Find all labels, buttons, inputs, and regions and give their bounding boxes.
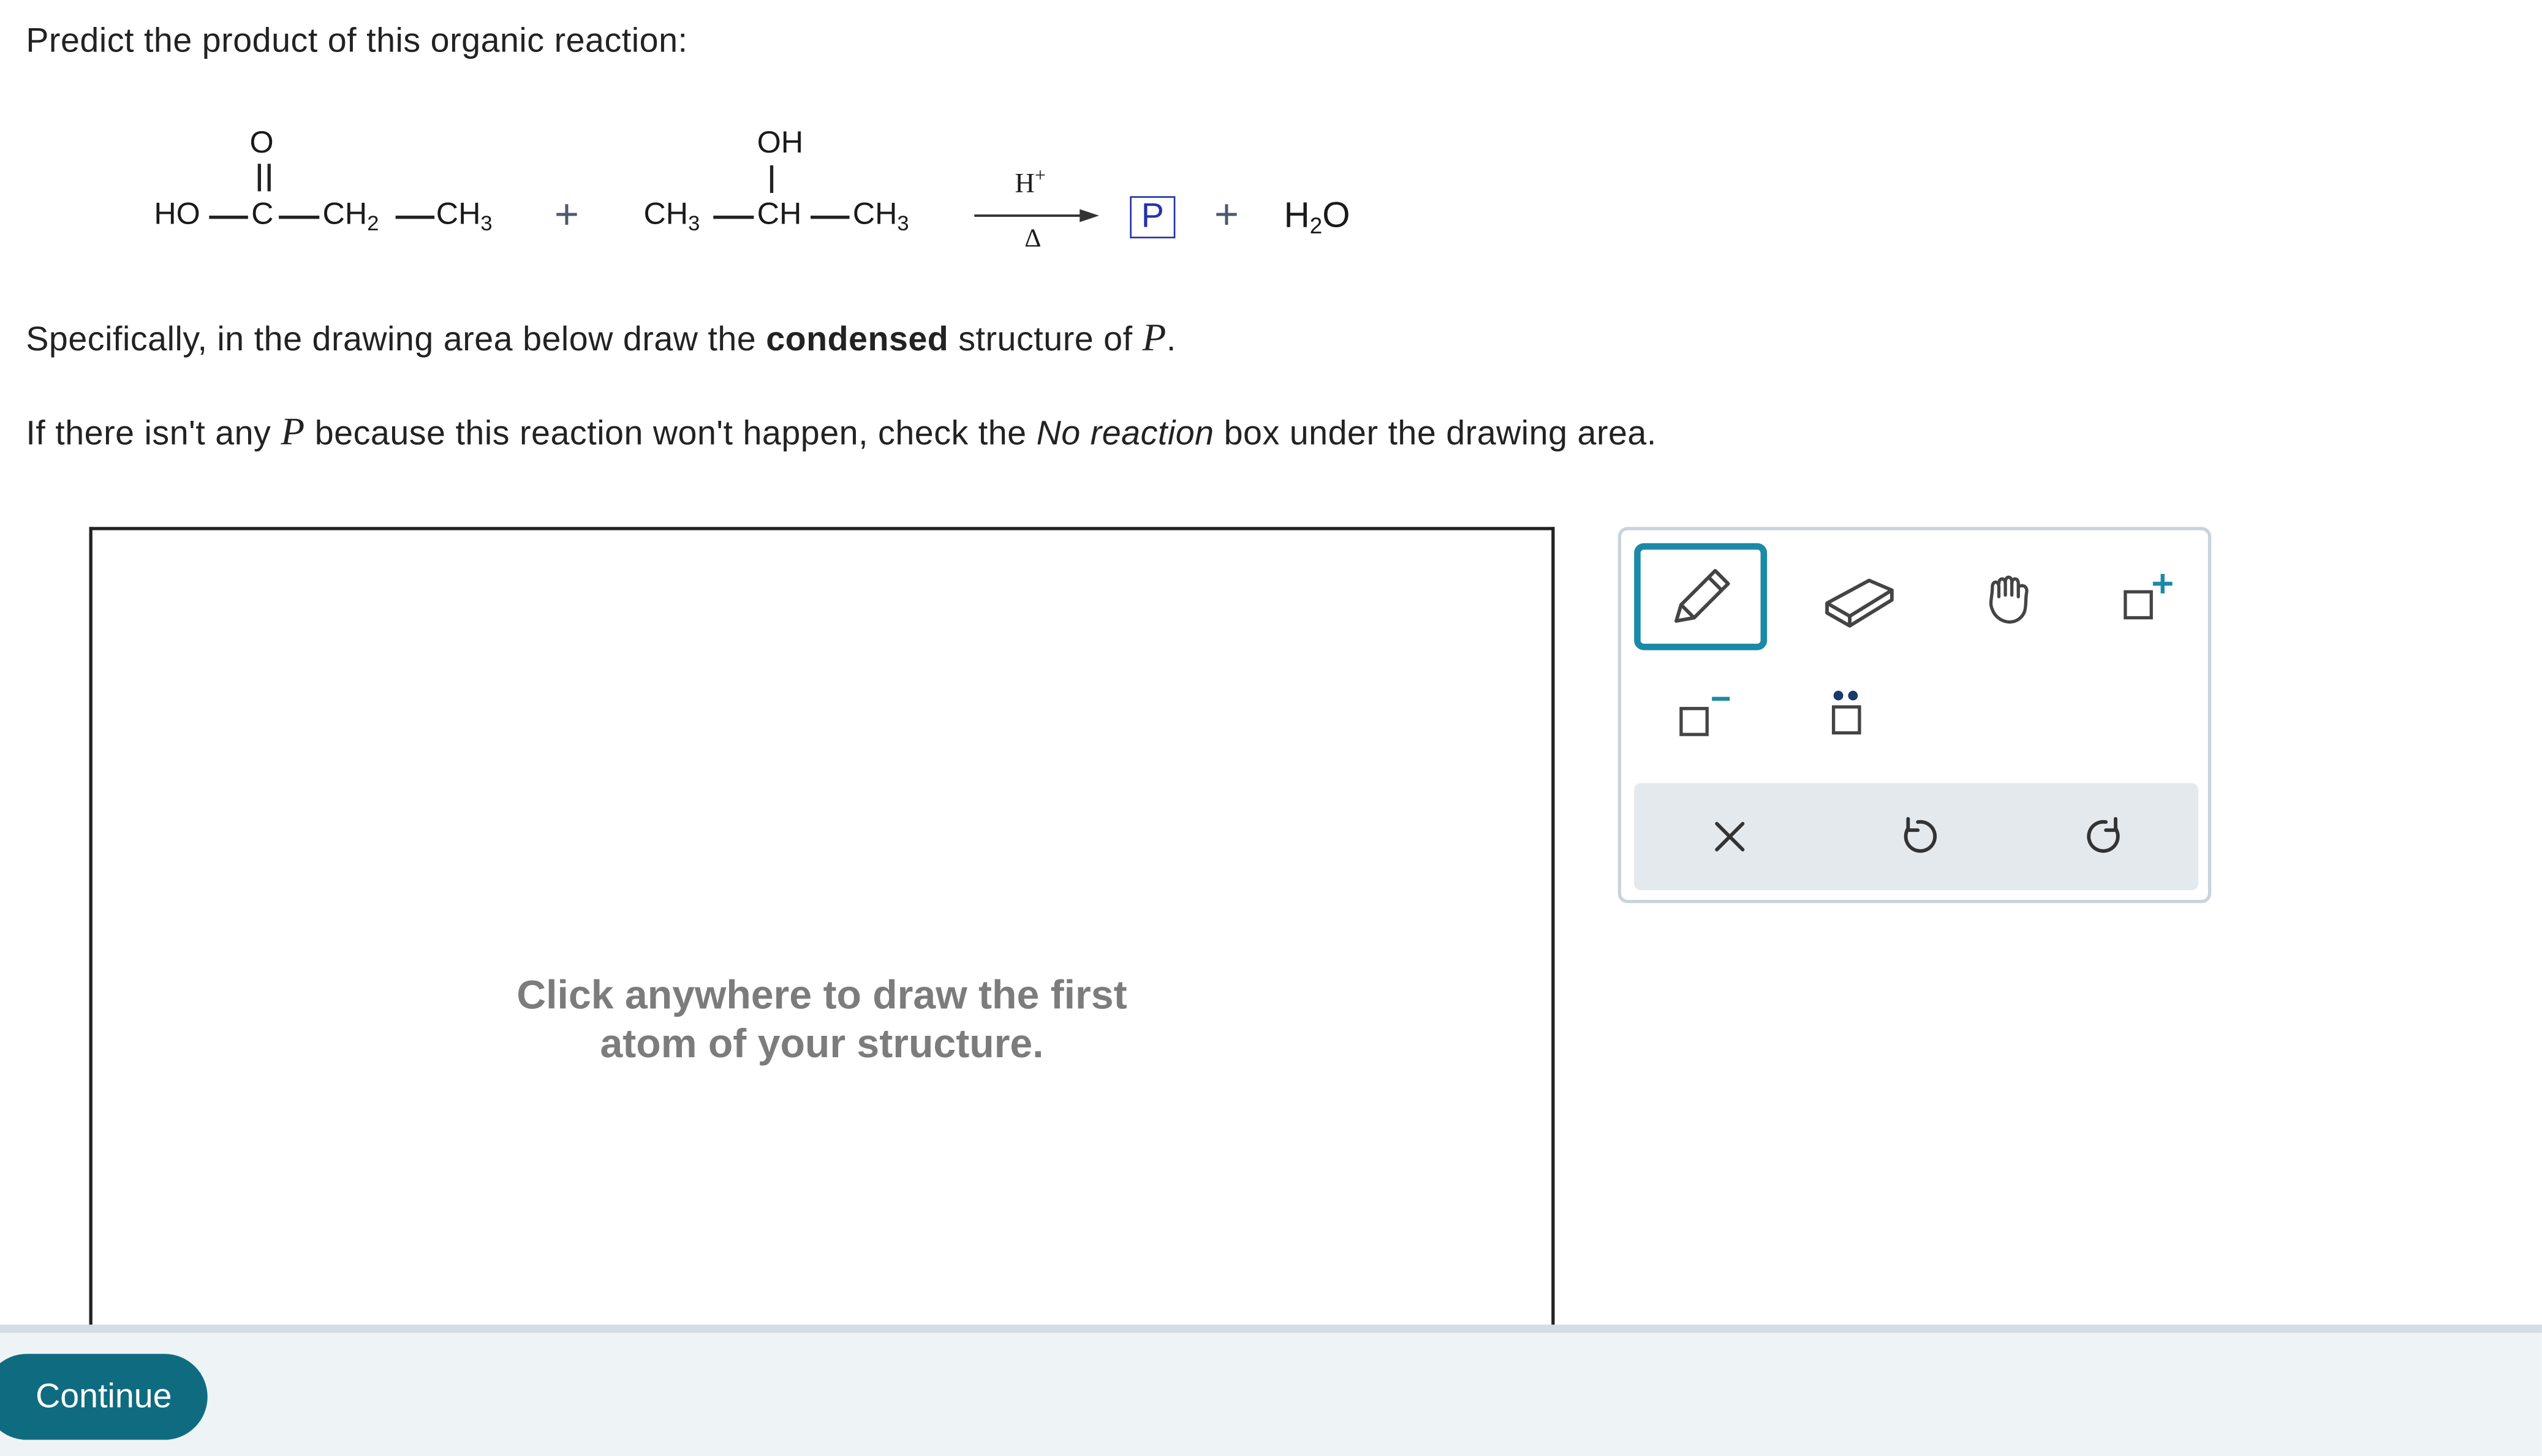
eraser-icon (1820, 564, 1898, 629)
lone-pair-icon (1814, 679, 1879, 744)
undo-button[interactable] (1877, 796, 1958, 877)
methyl-group-left: $CH_3$ (643, 197, 700, 235)
canvas-hint: Click anywhere to draw the first atom of your structure. (516, 973, 1127, 1067)
single-bond-vertical (770, 165, 773, 193)
lone-pair-tool-button[interactable] (1796, 666, 1897, 757)
redo-button[interactable] (2065, 796, 2146, 877)
positive-charge-icon (2109, 564, 2180, 629)
carbonyl-oxygen: O (249, 126, 274, 161)
instruction-line-1: Specifically, in the drawing area below draw the condensed structure of P. (26, 317, 1176, 360)
double-bond-line-b (268, 164, 270, 191)
undo-icon (1895, 814, 1940, 859)
methyl-group-right: $CH_3$ (852, 197, 909, 235)
heat-symbol: Δ (1024, 225, 1042, 253)
negative-charge-tool-button[interactable] (1654, 666, 1754, 757)
carbonyl-carbon: C (251, 197, 274, 232)
negative-charge-icon (1668, 679, 1739, 744)
single-bond (279, 216, 319, 218)
continue-button[interactable]: Continue (0, 1354, 208, 1439)
pencil-icon (1663, 559, 1738, 634)
hydroxyl-group: HO (154, 197, 200, 232)
redo-icon (2083, 814, 2128, 859)
methine-group: CH (757, 197, 802, 232)
single-bond (713, 216, 754, 218)
double-bond-line-a (258, 164, 260, 191)
pencil-tool-button[interactable] (1634, 543, 1767, 651)
hand-icon (1980, 564, 2045, 629)
product-label-box: P (1130, 196, 1175, 238)
clear-icon (1709, 815, 1751, 858)
methylene-group: $CH_2$ (322, 197, 379, 235)
single-bond (811, 216, 850, 218)
clear-button[interactable] (1689, 796, 1770, 877)
hydroxyl-group-top: OH (757, 126, 804, 161)
plus-sign: + (1214, 189, 1239, 239)
drawing-canvas[interactable] (89, 527, 1555, 1324)
water-formula: $H_2O$ (1284, 194, 1350, 239)
action-bar (1634, 783, 2198, 891)
question-prompt: Predict the product of this organic reaction: (26, 23, 688, 60)
hand-tool-button[interactable] (1955, 549, 2068, 644)
positive-charge-tool-button[interactable] (2088, 549, 2201, 644)
drawing-toolbar (1618, 527, 2211, 903)
eraser-tool-button[interactable] (1802, 549, 1916, 644)
single-bond (209, 216, 248, 218)
catalyst-label: H+ (1015, 164, 1046, 199)
reaction-arrow (973, 206, 1103, 225)
single-bond (396, 216, 435, 218)
footer-bar (0, 1325, 2542, 1456)
methyl-group: $CH_3$ (436, 197, 493, 235)
plus-sign: + (554, 189, 580, 239)
instruction-line-2: If there isn't any P because this reaction won't happen, check the No reaction box under the drawing area. (26, 412, 1657, 455)
